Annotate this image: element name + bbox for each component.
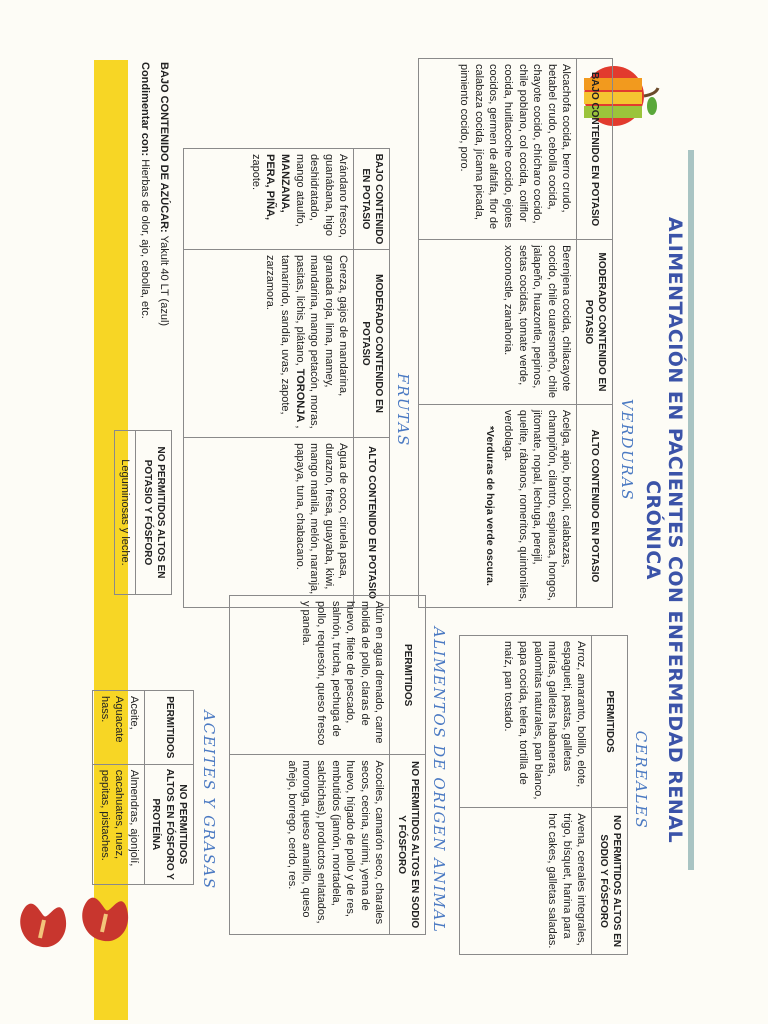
table-aceites — [92, 690, 194, 885]
th-verduras-bajo: BAJO CONTENIDO EN POTASIO — [577, 59, 613, 240]
table-verduras — [418, 58, 613, 608]
th-cereales-permitidos: PERMITIDOS — [592, 636, 628, 808]
td-aceites-permitidos: Aceite, Aguacate hass. — [93, 691, 145, 765]
th-verduras-alto: ALTO CONTENIDO EN POTASIO — [577, 404, 613, 607]
section-verduras: VERDURAS — [618, 398, 636, 502]
title-rule — [688, 150, 694, 870]
frutas-moderado-text: Cereza, gajos de mandarina, granada roja, lima, mamey, mandarina, mango petacón, moras, pasitas, lichis, plátano, — [293, 254, 350, 429]
th-frutas-alto: ALTO CONTENIDO EN POTASIO — [354, 438, 390, 608]
frutas-moderado-bold: TORONJA — [293, 368, 306, 423]
condimentar-label: Condimentar con: — [139, 62, 151, 157]
th-aceites-permitidos: PERMITIDOS — [145, 691, 194, 765]
kidney-icon — [76, 888, 132, 948]
td-verduras-alto — [419, 404, 577, 607]
td-animal-no-permitidos: Acociles, camarón seco, charales secos, cecina, surimi, yema de huevo, hígado de pollo y de res, embutidos (jamón, mortadela, salchichas), productos enlatados, moronga, queso amarillo, queso añejo, borrego, cerdo, res. — [230, 755, 390, 935]
table-frutas — [183, 148, 390, 608]
azucar-line — [158, 62, 170, 326]
td-frutas-bajo — [184, 149, 354, 250]
section-frutas: FRUTAS — [394, 373, 412, 447]
page-title: ALIMENTACIÓN EN PACIENTES CON ENFERMEDAD RENAL CRÓNICA — [642, 216, 686, 844]
td-cereales-no-permitidos: Avena, cereales integrales, trigo, bísquet, harina para hot cakes, galletas saladas. — [460, 808, 592, 955]
td-animal-permitidos: Atún en agua drenado, carne molida de pollo, claras de huevo, filete de pescado, salmón, trucha, pechuga de pollo, requesón, queso fresco y panela. — [230, 596, 390, 755]
td-aceites-no-permitidos: Almendras, ajonjolí, cacahuates, nuez, pepitas, pistaches. — [93, 764, 145, 884]
frutas-bajo-text: Arándano fresco, guanábana, higo deshidratado, mango ataulfo, — [293, 154, 350, 238]
th-frutas-moderado: MODERADO CONTENIDO EN POTASIO — [354, 249, 390, 437]
table-no-permitidos-altos — [114, 430, 172, 595]
azucar-value: Yakult 40 LT (azul) — [158, 235, 170, 327]
td-cereales-permitidos: Arroz, amaranto, bolillo, elote, espagueti, pastas, galletas marías, galletas habaneras, palomitas naturales, pan blanco, papa cocida, telera, tortilla de maíz, pan tostado. — [460, 636, 592, 808]
th-frutas-bajo: BAJO CONTENIDO EN POTASIO — [354, 149, 390, 250]
th-animal-no-permitidos: NO PERMITIDOS ALTOS EN SODIO Y FÓSFORO — [390, 755, 426, 935]
section-aceites: ACEITES Y GRASAS — [200, 710, 218, 890]
td-verduras-moderado: Berenjena cocida, chilacayote cocido, chile cuaresmeño, chile jalapeño, huazontle, pepinos, setas cocidas, tomate verde, xoconostle, zanahoria. — [419, 240, 577, 405]
frutas-bajo-tail: zapote. — [249, 154, 262, 191]
td-no-permitidos-altos: Leguminosas y leche. — [114, 431, 136, 595]
th-verduras-moderado: MODERADO CONTENIDO EN POTASIO — [577, 240, 613, 405]
section-cereales: CEREALES — [632, 730, 650, 830]
th-cereales-no-permitidos: NO PERMITIDOS ALTOS EN SODIO Y FÓSFORO — [592, 808, 628, 955]
table-origen-animal — [229, 595, 426, 935]
verduras-note: *Verduras de hoja verde oscura. — [484, 425, 497, 586]
section-origen-animal: ALIMENTOS DE ORIGEN ANIMAL — [430, 626, 448, 934]
th-no-permitidos-altos: NO PERMITIDOS ALTOS EN POTASIO Y FÓSFORO — [136, 431, 172, 595]
td-frutas-moderado — [184, 249, 354, 437]
kidney-icon — [14, 894, 70, 954]
azucar-label: BAJO CONTENIDO DE AZÚCAR: — [158, 62, 170, 233]
th-animal-permitidos: PERMITIDOS — [390, 596, 426, 755]
verduras-alto-text: Acelga, apio, brócoli, calabazas, champiñón, cilantro, espinaca, hongos, jitomate, nopal, lechuga, perejil, quelite, rábanos, romeritos, quintoniles, verdolaga. — [501, 409, 573, 602]
th-aceites-no-permitidos: NO PERMITIDOS ALTOS EN FÓSFORO Y PROTEÍNA — [145, 764, 194, 884]
condimentar-line — [139, 62, 151, 319]
frutas-bajo-bold: MANZANA, PERA, PIÑA, — [264, 154, 291, 221]
condimentar-value: Hierbas de olor, ajo, cebolla, etc. — [139, 159, 151, 319]
td-frutas-alto: Agua de coco, ciruela pasa, durazno, fresa, guayaba, kiwi, mango manila, melón, naranja, papaya, tuna, chabacano. — [184, 438, 354, 608]
table-cereales — [459, 635, 628, 955]
frutas-moderado-tail: , tamarindo, sandía, uvas, zapote, zarzamora. — [264, 254, 306, 429]
td-verduras-bajo: Alcachofa cocida, berro crudo, betabel crudo, cebolla cocida, chayote cocido, chícharo cocido, chile poblano, col cocida, coliflor cocida, huitlacoche cocido, ejotes cocidos, germen de alfalfa, flor de calabaza cocida, jícama picada, pimiento cocido, poro. — [419, 59, 577, 240]
